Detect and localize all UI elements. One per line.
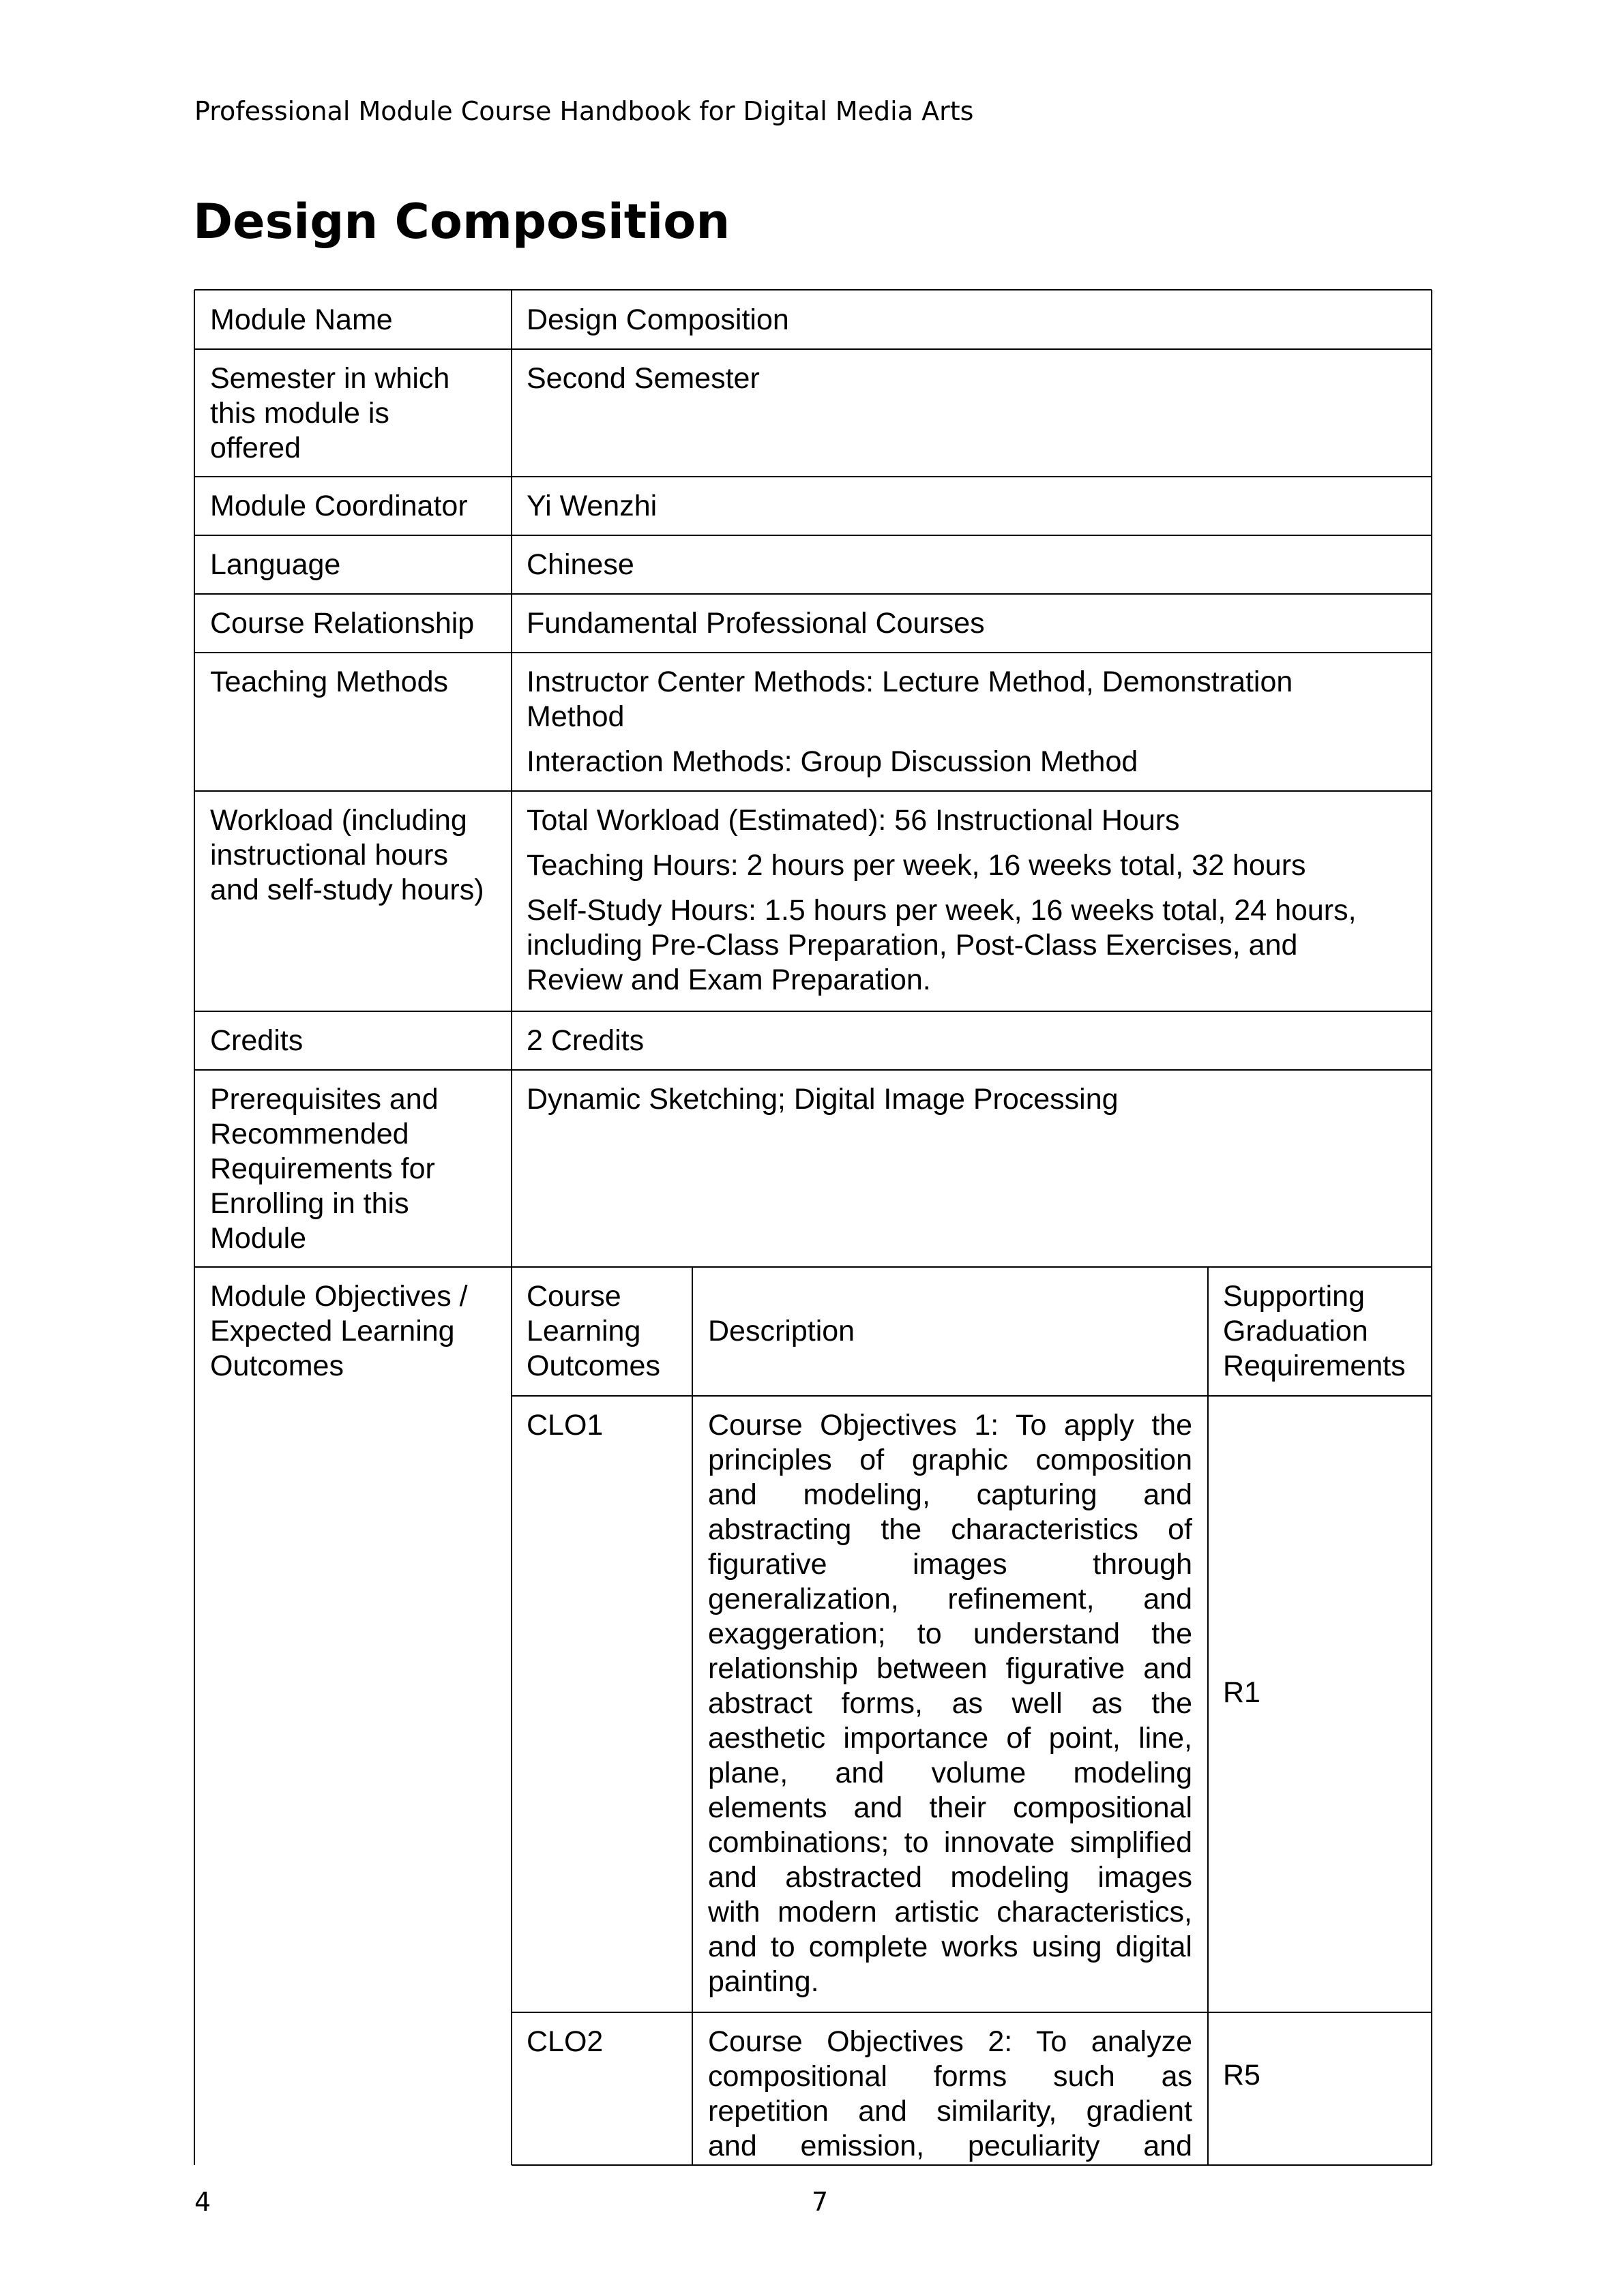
clo1-description-line: generalization, refinement, and xyxy=(708,1583,1192,1615)
clo1-description-line: abstracting the characteristics of xyxy=(708,1513,1192,1546)
prerequisites-label-line: Enrolling in this xyxy=(210,1187,409,1220)
teaching-methods-line: Instructor Center Methods: Lecture Method, Demonstration xyxy=(527,666,1293,698)
coordinator-value: Yi Wenzhi xyxy=(527,490,658,522)
coordinator-label: Module Coordinator xyxy=(210,490,468,522)
clo1-description-line: painting. xyxy=(708,1965,819,1998)
credits-label: Credits xyxy=(210,1024,304,1057)
running-header: Professional Module Course Handbook for Digital Media Arts xyxy=(194,96,974,126)
description-column-header: Description xyxy=(708,1315,855,1347)
support-header-line: Requirements xyxy=(1223,1350,1406,1382)
objectives-label-line: Module Objectives / xyxy=(210,1280,468,1313)
workload-line: Self-Study Hours: 1.5 hours per week, 16 weeks total, 24 hours, xyxy=(527,894,1357,927)
workload-line: Review and Exam Preparation. xyxy=(527,964,931,996)
clo-header-line: Learning xyxy=(527,1315,641,1347)
clo2-description-line: compositional forms such as xyxy=(708,2060,1192,2093)
clo2-id: CLO2 xyxy=(527,2025,604,2058)
semester-label-line: Semester in which xyxy=(210,362,450,395)
credits-value: 2 Credits xyxy=(527,1024,645,1057)
relationship-value: Fundamental Professional Courses xyxy=(527,607,985,640)
clo1-description-line: elements and their compositional xyxy=(708,1791,1192,1824)
clo2-description-line: and emission, peculiarity and xyxy=(708,2130,1192,2162)
workload-label-line: and self-study hours) xyxy=(210,874,484,906)
workload-label xyxy=(210,803,484,908)
support-header-line: Supporting xyxy=(1223,1280,1365,1313)
page-number-left: 4 xyxy=(194,2187,211,2217)
module-name-label: Module Name xyxy=(210,303,393,336)
page-title: Design Composition xyxy=(193,194,730,250)
teaching-methods-line: Method xyxy=(527,700,625,733)
workload-line: Total Workload (Estimated): 56 Instructional Hours xyxy=(527,804,1180,837)
clo2-requirement: R5 xyxy=(1223,2059,1260,2091)
teaching-methods-value xyxy=(527,665,1293,779)
clo1-description-line: aesthetic importance of point, line, xyxy=(708,1722,1192,1755)
prerequisites-label-line: Requirements for xyxy=(210,1152,435,1185)
semester-label-line: offered xyxy=(210,432,301,464)
clo1-description-line: Course Objectives 1: To apply the xyxy=(708,1409,1192,1442)
language-value: Chinese xyxy=(527,548,634,581)
relationship-label: Course Relationship xyxy=(210,607,475,640)
clo1-description-line: and to complete works using digital xyxy=(708,1930,1192,1963)
teaching-methods-line: Interaction Methods: Group Discussion Method xyxy=(527,745,1138,778)
prerequisites-label-line: Module xyxy=(210,1222,307,1255)
clo-header-line: Course xyxy=(527,1280,621,1313)
clo1-description-line: exaggeration; to understand the xyxy=(708,1617,1192,1650)
workload-line: Teaching Hours: 2 hours per week, 16 weeks total, 32 hours xyxy=(527,849,1306,882)
prerequisites-label-line: Prerequisites and xyxy=(210,1083,439,1116)
language-label: Language xyxy=(210,548,341,581)
clo2-description xyxy=(708,2025,1192,2164)
clo-header-line: Outcomes xyxy=(527,1350,660,1382)
workload-label-line: Workload (including xyxy=(210,804,467,837)
clo1-description-line: abstract forms, as well as the xyxy=(708,1687,1192,1720)
workload-value xyxy=(527,803,1357,998)
prerequisites-label xyxy=(210,1082,439,1256)
clo1-description-line: combinations; to innovate simplified xyxy=(708,1826,1192,1859)
clo1-description-line: relationship between figurative and xyxy=(708,1652,1192,1685)
clo1-description-line: with modern artistic characteristics, xyxy=(708,1896,1192,1928)
workload-label-line: instructional hours xyxy=(210,839,448,871)
objectives-label xyxy=(210,1279,468,1384)
clo2-description-line: Course Objectives 2: To analyze xyxy=(708,2025,1192,2058)
module-name-value: Design Composition xyxy=(527,303,789,336)
clo1-description-line: and modeling, capturing and xyxy=(708,1478,1192,1511)
semester-label-line: this module is xyxy=(210,397,389,430)
semester-label xyxy=(210,361,449,466)
teaching-methods-label: Teaching Methods xyxy=(210,666,448,698)
clo2-description-line: repetition and similarity, gradient xyxy=(708,2095,1192,2128)
support-column-header xyxy=(1223,1279,1406,1384)
page-number-center: 7 xyxy=(812,2187,829,2217)
support-header-line: Graduation xyxy=(1223,1315,1368,1347)
prerequisites-label-line: Recommended xyxy=(210,1118,409,1150)
semester-value: Second Semester xyxy=(527,362,760,395)
workload-line: including Pre-Class Preparation, Post-Class Exercises, and xyxy=(527,929,1298,961)
objectives-label-line: Expected Learning xyxy=(210,1315,455,1347)
prerequisites-value: Dynamic Sketching; Digital Image Processing xyxy=(527,1083,1119,1116)
objectives-label-line: Outcomes xyxy=(210,1350,344,1382)
clo1-requirement: R1 xyxy=(1223,1676,1260,1709)
clo1-description xyxy=(708,1408,1192,1999)
clo1-description-line: plane, and volume modeling xyxy=(708,1757,1192,1789)
clo1-description-line: principles of graphic composition xyxy=(708,1444,1192,1476)
clo-column-header xyxy=(527,1279,660,1384)
clo1-description-line: and abstracted modeling images xyxy=(708,1861,1192,1894)
clo1-description-line: figurative images through xyxy=(708,1548,1192,1581)
clo1-id: CLO1 xyxy=(527,1409,604,1442)
